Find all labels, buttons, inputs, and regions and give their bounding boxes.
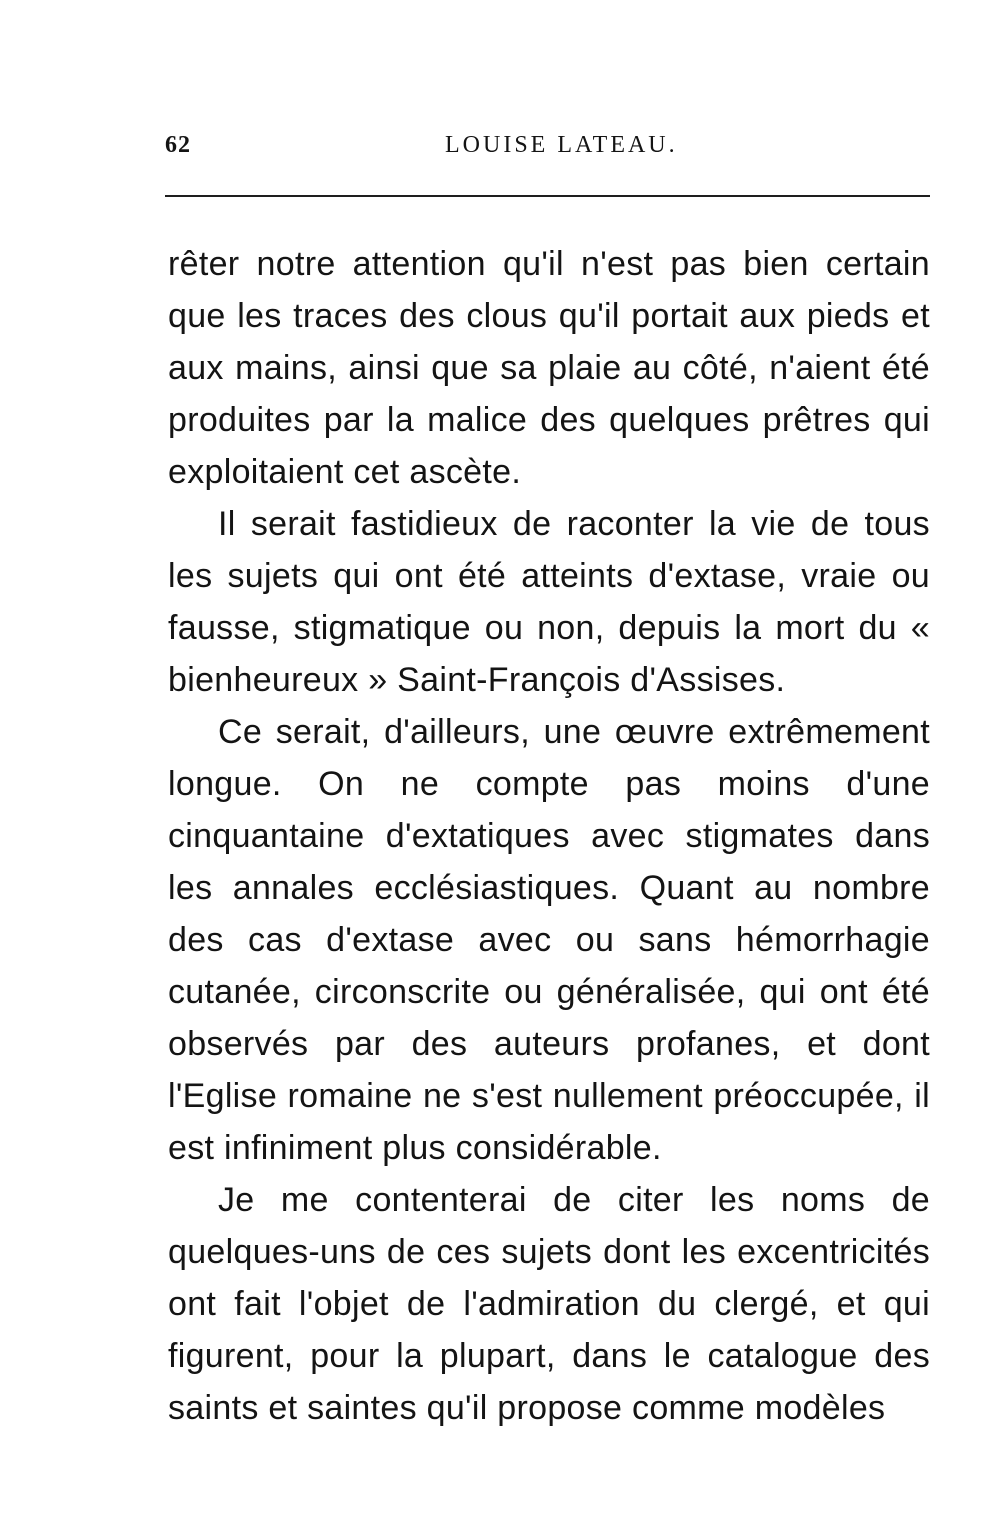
page-number: 62 (165, 132, 191, 158)
body-text (168, 238, 930, 1434)
paragraph-fastidieux: Il serait fastidieux de raconter la vie de tous les sujets qui ont été atteints d'extase, vraie ou fausse, stigmatique ou non, depuis la mort du « bienheureux » Saint-François d'Assises. (168, 505, 930, 699)
paragraph-citer-noms: Je me contenterai de citer les noms de quelques-uns de ces sujets dont les excentricités ont fait l'objet de l'admiration du clergé, et qui figurent, pour la plupart, dans le catalogue des saints et saintes qu'il propose comme modèles (168, 1181, 930, 1427)
paragraph-continuation: rêter notre attention qu'il n'est pas bien certain que les traces des clous qu'il portait aux pieds et aux mains, ainsi que sa plaie au côté, n'aient été produites par la malice des quelques prêtres qui exploitaient cet ascète. (168, 245, 930, 491)
page-header (165, 132, 935, 172)
paragraph-oeuvre-longue: Ce serait, d'ailleurs, une œuvre extrêmement longue. On ne compte pas moins d'une cinquantaine d'extatiques avec stigmates dans les annales ecclésiastiques. Quant au nombre des cas d'extase avec ou sans hémorrhagie cutanée, circonscrite ou généralisée, qui ont été observés par des auteurs profanes, et dont l'Eglise romaine ne s'est nullement préoccupée, il est infiniment plus considérable. (168, 713, 930, 1167)
header-rule (165, 195, 930, 197)
running-title: LOUISE LATEAU. (445, 132, 678, 158)
